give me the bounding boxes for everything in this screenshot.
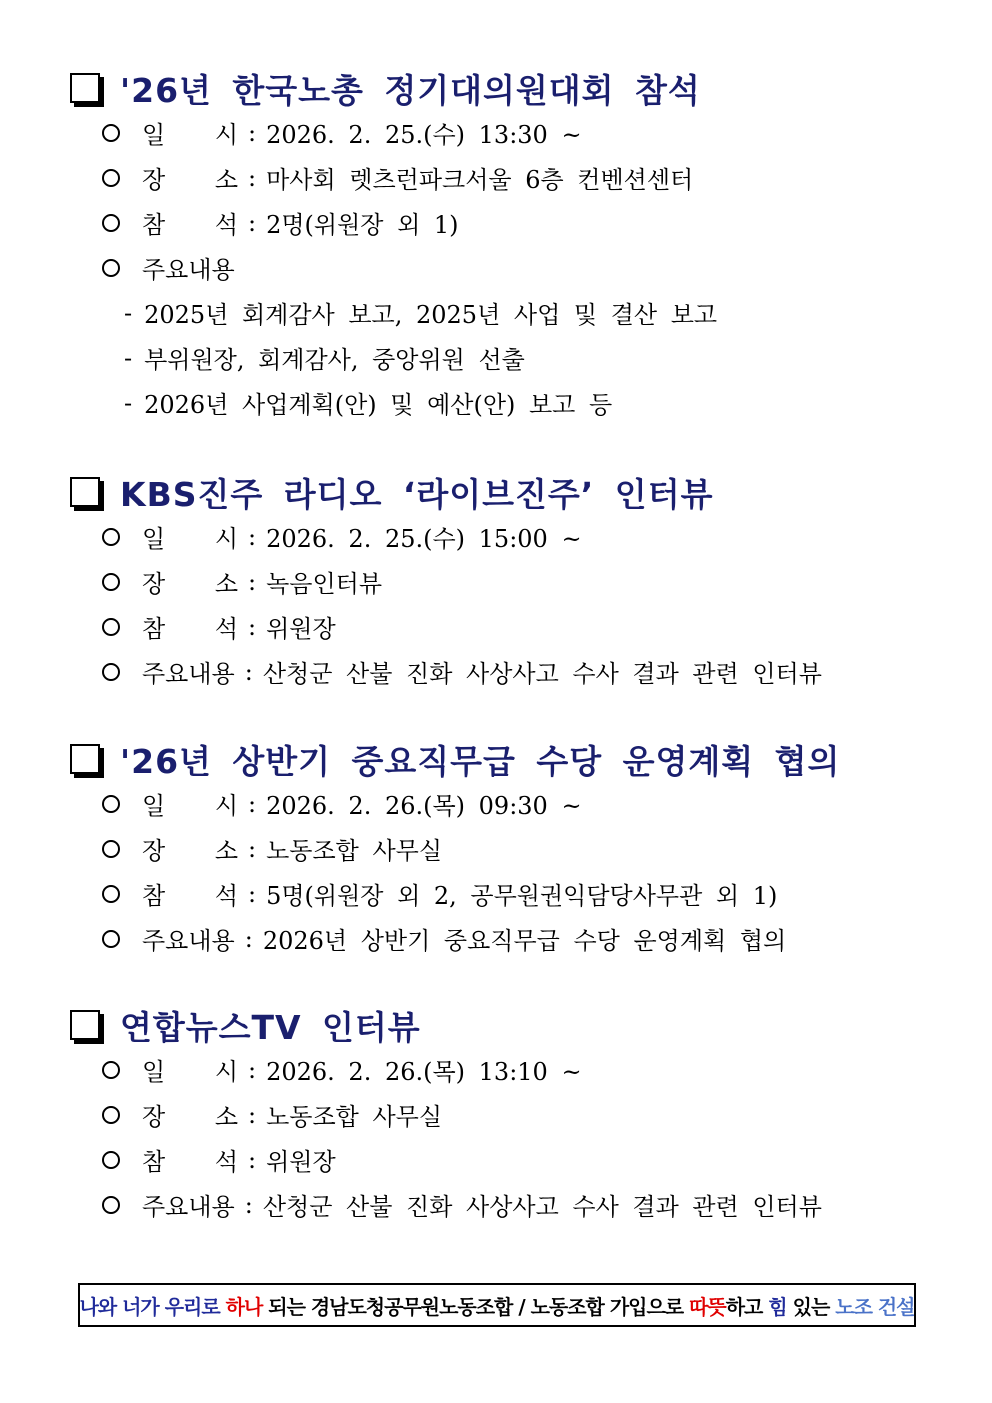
date-value: 2026. 2. 25.(수) 15:00 ~ — [266, 525, 582, 553]
circle-bullet-icon — [102, 169, 120, 187]
separator: : — [248, 522, 257, 551]
section-3 — [70, 737, 950, 961]
separator: : — [248, 834, 257, 863]
section-4-title: 연합뉴스TV 인터뷰 — [120, 1007, 421, 1047]
attendee-label: 참 석 — [142, 882, 238, 910]
circle-bullet-icon — [102, 573, 120, 591]
place-row — [70, 1092, 950, 1137]
attendee-value: 5명(위원장 외 2, 공무원권익담당사무관 외 1) — [266, 882, 778, 910]
section-3-heading — [70, 737, 950, 781]
attendee-label: 참 석 — [142, 211, 238, 239]
slogan-part: 있는 — [786, 1294, 836, 1319]
checkbox-square-icon — [70, 73, 100, 103]
main-content-label: 주요내용 — [142, 660, 235, 688]
attendee-value: 위원장 — [266, 1148, 336, 1176]
date-label: 일 시 — [142, 792, 238, 820]
sub-item: - 2026년 사업계획(안) 및 예산(안) 보고 등 — [124, 388, 613, 419]
date-value: 2026. 2. 26.(목) 13:10 ~ — [266, 1058, 582, 1086]
checkbox-square-icon — [70, 1010, 100, 1040]
date-row — [70, 781, 950, 826]
attendee-label: 참 석 — [142, 1148, 238, 1176]
section-1-title: '26년 한국노총 정기대의원대회 참석 — [120, 70, 701, 110]
separator: : — [248, 567, 257, 596]
slogan-part: 나와 너가 우리로 — [79, 1294, 226, 1319]
section-2-title: KBS진주 라디오 ‘라이브진주’ 인터뷰 — [120, 474, 714, 514]
section-4 — [70, 1003, 950, 1227]
date-label: 일 시 — [142, 1058, 238, 1086]
main-content-label: 주요내용 — [142, 1193, 235, 1221]
main-content-row — [70, 245, 950, 290]
separator: : — [248, 163, 257, 192]
slogan-part: 따뜻 — [689, 1294, 726, 1319]
circle-bullet-icon — [102, 663, 120, 681]
separator: : — [248, 1100, 257, 1129]
slogan-part: 노조 건설 — [835, 1294, 915, 1319]
separator: : — [248, 789, 257, 818]
footer-slogan — [78, 1283, 916, 1327]
section-2 — [70, 470, 950, 694]
circle-bullet-icon — [102, 795, 120, 813]
separator: : — [244, 1190, 253, 1219]
date-row — [70, 1047, 950, 1092]
sub-item: - 부위원장, 회계감사, 중앙위원 선출 — [124, 343, 525, 374]
main-content-row — [70, 1182, 950, 1227]
place-label: 장 소 — [142, 837, 238, 865]
place-value: 노동조합 사무실 — [266, 1103, 443, 1131]
attendee-row — [70, 871, 950, 916]
separator: : — [248, 1055, 257, 1084]
main-content-value: 2026년 상반기 중요직무급 수당 운영계획 협의 — [262, 927, 787, 955]
main-content-value: 산청군 산불 진화 사상사고 수사 결과 관련 인터뷰 — [262, 660, 822, 688]
date-label: 일 시 — [142, 121, 238, 149]
circle-bullet-icon — [102, 840, 120, 858]
circle-bullet-icon — [102, 885, 120, 903]
separator: : — [248, 612, 257, 641]
section-4-heading — [70, 1003, 950, 1047]
place-value: 마사회 렛츠런파크서울 6층 컨벤션센터 — [266, 166, 694, 194]
sub-item: - 2025년 회계감사 보고, 2025년 사업 및 결산 보고 — [124, 298, 718, 329]
slogan-part: 힘 — [768, 1294, 787, 1319]
date-value: 2026. 2. 26.(목) 09:30 ~ — [266, 792, 582, 820]
slogan-part: 하고 — [725, 1294, 769, 1319]
date-label: 일 시 — [142, 525, 238, 553]
circle-bullet-icon — [102, 214, 120, 232]
separator: : — [248, 118, 257, 147]
circle-bullet-icon — [102, 1151, 120, 1169]
date-value: 2026. 2. 25.(수) 13:30 ~ — [266, 121, 582, 149]
checkbox-square-icon — [70, 477, 100, 507]
section-3-title: '26년 상반기 중요직무급 수당 운영계획 협의 — [120, 741, 841, 781]
circle-bullet-icon — [102, 930, 120, 948]
section-1 — [70, 66, 950, 425]
circle-bullet-icon — [102, 1196, 120, 1214]
place-value: 녹음인터뷰 — [266, 570, 383, 598]
section-2-heading — [70, 470, 950, 514]
attendee-row — [70, 1137, 950, 1182]
circle-bullet-icon — [102, 259, 120, 277]
date-row — [70, 110, 950, 155]
place-label: 장 소 — [142, 166, 238, 194]
separator: : — [248, 208, 257, 237]
main-content-row — [70, 916, 950, 961]
main-content-label: 주요내용 — [142, 927, 235, 955]
place-row — [70, 826, 950, 871]
separator: : — [244, 657, 253, 686]
attendee-value: 2명(위원장 외 1) — [266, 211, 459, 239]
place-label: 장 소 — [142, 570, 238, 598]
separator: : — [244, 924, 253, 953]
place-row — [70, 559, 950, 604]
place-value: 노동조합 사무실 — [266, 837, 443, 865]
slogan-part: 하나 — [225, 1294, 263, 1319]
main-content-row — [70, 649, 950, 694]
attendee-row — [70, 200, 950, 245]
attendee-label: 참 석 — [142, 615, 238, 643]
slogan-part: 되는 경남도청공무원노동조합 / 노동조합 가입으로 — [262, 1294, 690, 1319]
attendee-value: 위원장 — [266, 615, 336, 643]
circle-bullet-icon — [102, 618, 120, 636]
date-row — [70, 514, 950, 559]
main-content-label: 주요내용 — [142, 256, 235, 284]
separator: : — [248, 1145, 257, 1174]
circle-bullet-icon — [102, 1106, 120, 1124]
attendee-row — [70, 604, 950, 649]
main-content-value: 산청군 산불 진화 사상사고 수사 결과 관련 인터뷰 — [262, 1193, 822, 1221]
place-label: 장 소 — [142, 1103, 238, 1131]
place-row — [70, 155, 950, 200]
section-1-heading — [70, 66, 950, 110]
circle-bullet-icon — [102, 528, 120, 546]
separator: : — [248, 879, 257, 908]
checkbox-square-icon — [70, 744, 100, 774]
circle-bullet-icon — [102, 1061, 120, 1079]
circle-bullet-icon — [102, 124, 120, 142]
